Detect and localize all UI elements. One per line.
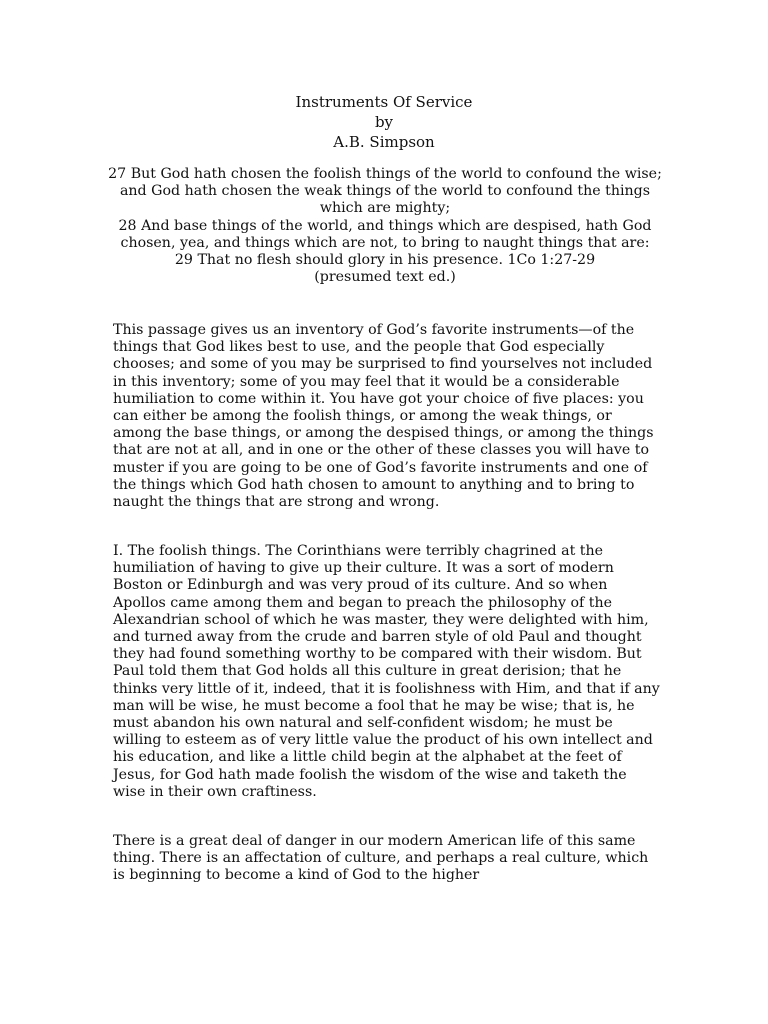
document-title: Instruments Of Service [295, 93, 473, 111]
title-block [0, 92, 768, 152]
scripture-passage [108, 166, 662, 286]
byline-by: by [374, 113, 394, 131]
author-name: A.B. Simpson [333, 133, 435, 151]
verse-29: 29 That no flesh should glory in his presence. 1Co 1:27-29 [174, 252, 596, 269]
verse-28: 28 And base things of the world, and things which are despised, hath God chosen, yea, and things which are not, to bring to naught things that are: [118, 217, 652, 251]
paragraph-inventory: This passage gives us an inventory of God’s favorite instruments—of the things that God likes best to use, and the people that God especially chooses; and some of you may be surprised to find yourselves not included in this inventory; some of you may feel that it would be a considerable humiliation to come within it. You have got your choice of five places: you can either be among the foolish things, or among the weak things, or among the base things, or among the despised things, or among the things that are not at all, and in one or the other of these classes you will have to muster if you are going to be one of God’s favorite instruments and one of the things which God hath chosen to amount to anything and to bring to naught the things that are strong and wrong. [113, 322, 654, 511]
paragraph-modern-danger: There is a great deal of danger in our modern American life of this same thing. There is an affectation of culture, and perhaps a real culture, which is beginning to become a kind of God to the higher [113, 833, 649, 884]
paragraph-foolish-things: I. The foolish things. The Corinthians were terribly chagrined at the humiliation of having to give up their culture. It was a sort of modern Boston or Edinburgh and was very proud of its culture. And so when Apollos came among them and began to preach the philosophy of the Alexandrian school of which he was master, they were delighted with him, and turned away from the crude and barren style of old Paul and thought they had found something worthy to be compared with their wisdom. But Paul told them that God holds all this culture in great derision; that he thinks very little of it, indeed, that it is foolishness with Him, and that if any man will be wise, he must become a fool that he may be wise; that is, he must abandon his own natural and self-confident wisdom; he must be willing to esteem as of very little value the product of his own intellect and his education, and like a little child begin at the alphabet at the feet of Jesus, for God hath made foolish the wisdom of the wise and taketh the wise in their own craftiness. [113, 543, 660, 800]
verse-27: 27 But God hath chosen the foolish things of the world to confound the wise; and God hath chosen the weak things of the world to confound the things which are mighty; [108, 166, 662, 217]
editor-note: (presumed text ed.) [314, 269, 456, 286]
